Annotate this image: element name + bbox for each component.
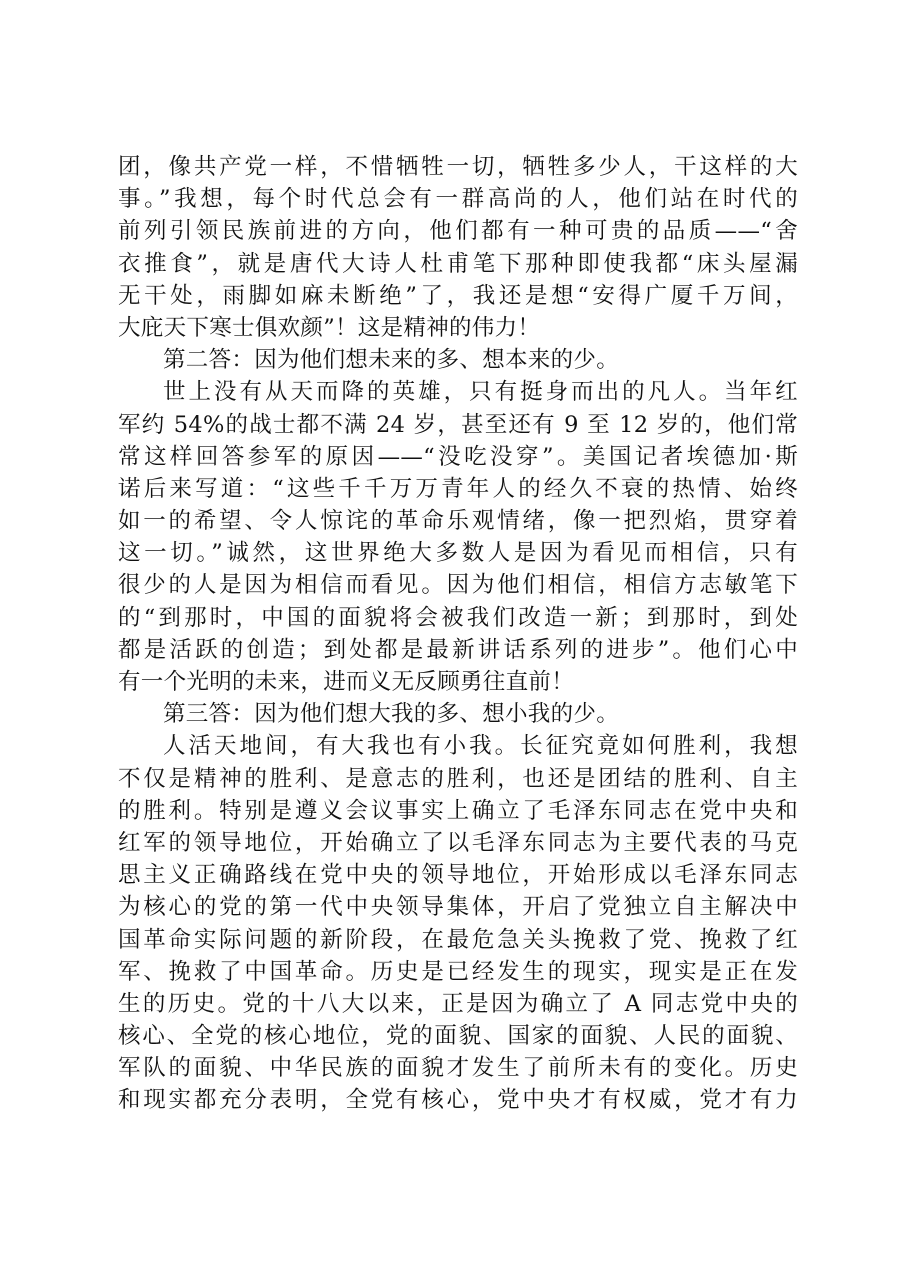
text-line: 红军的领导地位，开始确立了以毛泽东同志为主要代表的马克 <box>118 829 798 856</box>
text-line: 世上没有从天而降的英雄，只有挺身而出的凡人。当年红 <box>163 379 798 406</box>
text-line: 第三答：因为他们想大我的多、想小我的少。 <box>163 701 620 728</box>
text-line: 生的历史。党的十八大以来，正是因为确立了 A 同志党中央的 <box>118 990 798 1017</box>
text-line: 前列引领民族前进的方向，他们都有一种可贵的品质——“舍 <box>118 218 798 245</box>
text-line: 和现实都充分表明，全党有核心，党中央才有权威，党才有力 <box>118 1087 798 1114</box>
text-line: 核心、全党的核心地位，党的面貌、国家的面貌、人民的面貌、 <box>118 1023 798 1050</box>
text-line: 团，像共产党一样，不惜牺牲一切，牺牲多少人，干这样的大 <box>118 154 798 180</box>
text-line: 的“到那时，中国的面貌将会被我们改造一新；到那时，到处 <box>118 604 798 631</box>
text-line: 军、挽救了中国革命。历史是已经发生的现实，现实是正在发 <box>118 958 798 985</box>
text-line: 这一切。”诚然，这世界绝大多数人是因为看见而相信，只有 <box>118 540 798 567</box>
text-line: 诺后来写道：“这些千千万万青年人的经久不衰的热情、始终 <box>118 475 798 502</box>
text-line: 都是活跃的创造；到处都是最新讲话系列的进步”。他们心中 <box>118 636 798 663</box>
text-line: 为核心的党的第一代中央领导集体，开启了党独立自主解决中 <box>118 894 798 921</box>
text-line: 思主义正确路线在党中央的领导地位，开始形成以毛泽东同志 <box>118 862 798 889</box>
text-line: 如一的希望、令人惊诧的革命乐观情绪，像一把烈焰，贯穿着 <box>118 508 798 535</box>
text-line: 衣推食”，就是唐代大诗人杜甫笔下那种即使我都“床头屋漏 <box>118 250 798 277</box>
text-line: 人活天地间，有大我也有小我。长征究竟如何胜利，我想 <box>163 733 798 760</box>
text-line: 无干处，雨脚如麻未断绝”了，我还是想“安得广厦千万间， <box>118 282 798 309</box>
text-line: 第二答：因为他们想未来的多、想本来的少。 <box>163 347 620 374</box>
text-line: 大庇天下寒士俱欢颜”！这是精神的伟力！ <box>118 314 541 341</box>
text-line: 的胜利。特别是遵义会议事实上确立了毛泽东同志在党中央和 <box>118 797 798 824</box>
text-line: 国革命实际问题的新阶段，在最危急关头挽救了党、挽救了红 <box>118 926 798 953</box>
text-line: 军约 54%的战士都不满 24 岁，甚至还有 9 至 12 岁的，他们常 <box>118 411 798 438</box>
text-line: 很少的人是因为相信而看见。因为他们相信，相信方志敏笔下 <box>118 572 798 599</box>
text-line: 不仅是精神的胜利、是意志的胜利，也还是团结的胜利、自主 <box>118 765 798 792</box>
text-line: 事。”我想，每个时代总会有一群高尚的人，他们站在时代的 <box>118 186 798 213</box>
body-text <box>118 151 798 1117</box>
text-line: 常这样回答参军的原因——“没吃没穿”。美国记者埃德加·斯 <box>118 443 798 470</box>
text-line: 有一个光明的未来，进而义无反顾勇往直前！ <box>118 669 575 695</box>
text-line: 军队的面貌、中华民族的面貌才发生了前所未有的变化。历史 <box>118 1055 798 1082</box>
